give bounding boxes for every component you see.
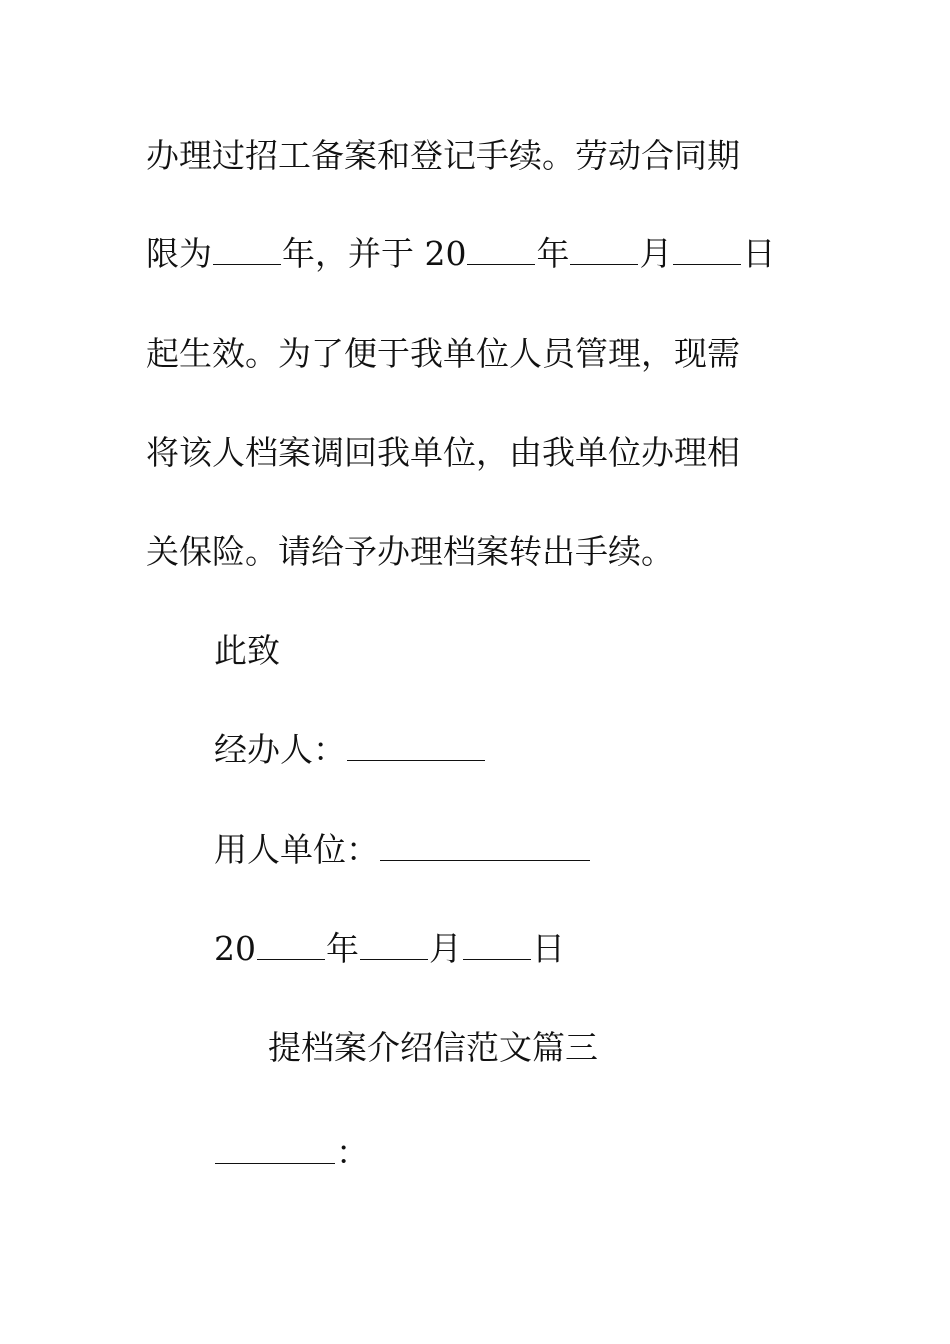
closing-text: 此致 <box>214 631 280 670</box>
salutation-line <box>214 1133 369 1173</box>
salutation-colon: ： <box>336 1133 369 1172</box>
paragraph-text: 日 <box>742 234 776 273</box>
closing-line <box>214 631 280 671</box>
blank-handler <box>347 732 485 761</box>
blank-start-month <box>570 236 638 265</box>
paragraph-text: 月 <box>639 234 673 273</box>
date-day-label: 日 <box>532 929 565 968</box>
date-prefix: 20 <box>214 929 256 968</box>
handler-line <box>214 730 486 770</box>
blank-recipient <box>215 1135 335 1164</box>
employer-label: 用人单位： <box>214 830 379 869</box>
section-title: 提档案介绍信范文篇三 <box>268 1028 598 1067</box>
blank-day <box>463 931 531 960</box>
paragraph-line-4 <box>146 433 740 473</box>
blank-start-year <box>467 236 535 265</box>
blank-term-years <box>213 236 281 265</box>
blank-year <box>257 931 325 960</box>
paragraph-line-2 <box>146 234 775 274</box>
paragraph-text: 关保险。请给予办理档案转出手续。 <box>146 532 674 571</box>
blank-start-day <box>673 236 741 265</box>
blank-month <box>360 931 428 960</box>
blank-employer <box>380 832 590 861</box>
paragraph-line-5 <box>146 532 674 572</box>
date-year-label: 年 <box>326 929 359 968</box>
handler-label: 经办人： <box>214 730 346 769</box>
paragraph-text: 限为 <box>146 234 212 273</box>
paragraph-text: 年 <box>536 234 570 273</box>
date-month-label: 月 <box>429 929 462 968</box>
paragraph-text: 起生效。为了便于我单位人员管理，现需 <box>146 334 740 373</box>
paragraph-text: 将该人档案调回我单位，由我单位办理相 <box>146 433 740 472</box>
paragraph-line-3 <box>146 334 740 374</box>
date-line <box>214 929 565 969</box>
paragraph-text: 年，并于 20 <box>282 234 467 273</box>
section-title-line <box>268 1028 598 1068</box>
paragraph-line-1 <box>146 136 740 176</box>
employer-line <box>214 830 591 870</box>
paragraph-text: 办理过招工备案和登记手续。劳动合同期 <box>146 136 740 175</box>
